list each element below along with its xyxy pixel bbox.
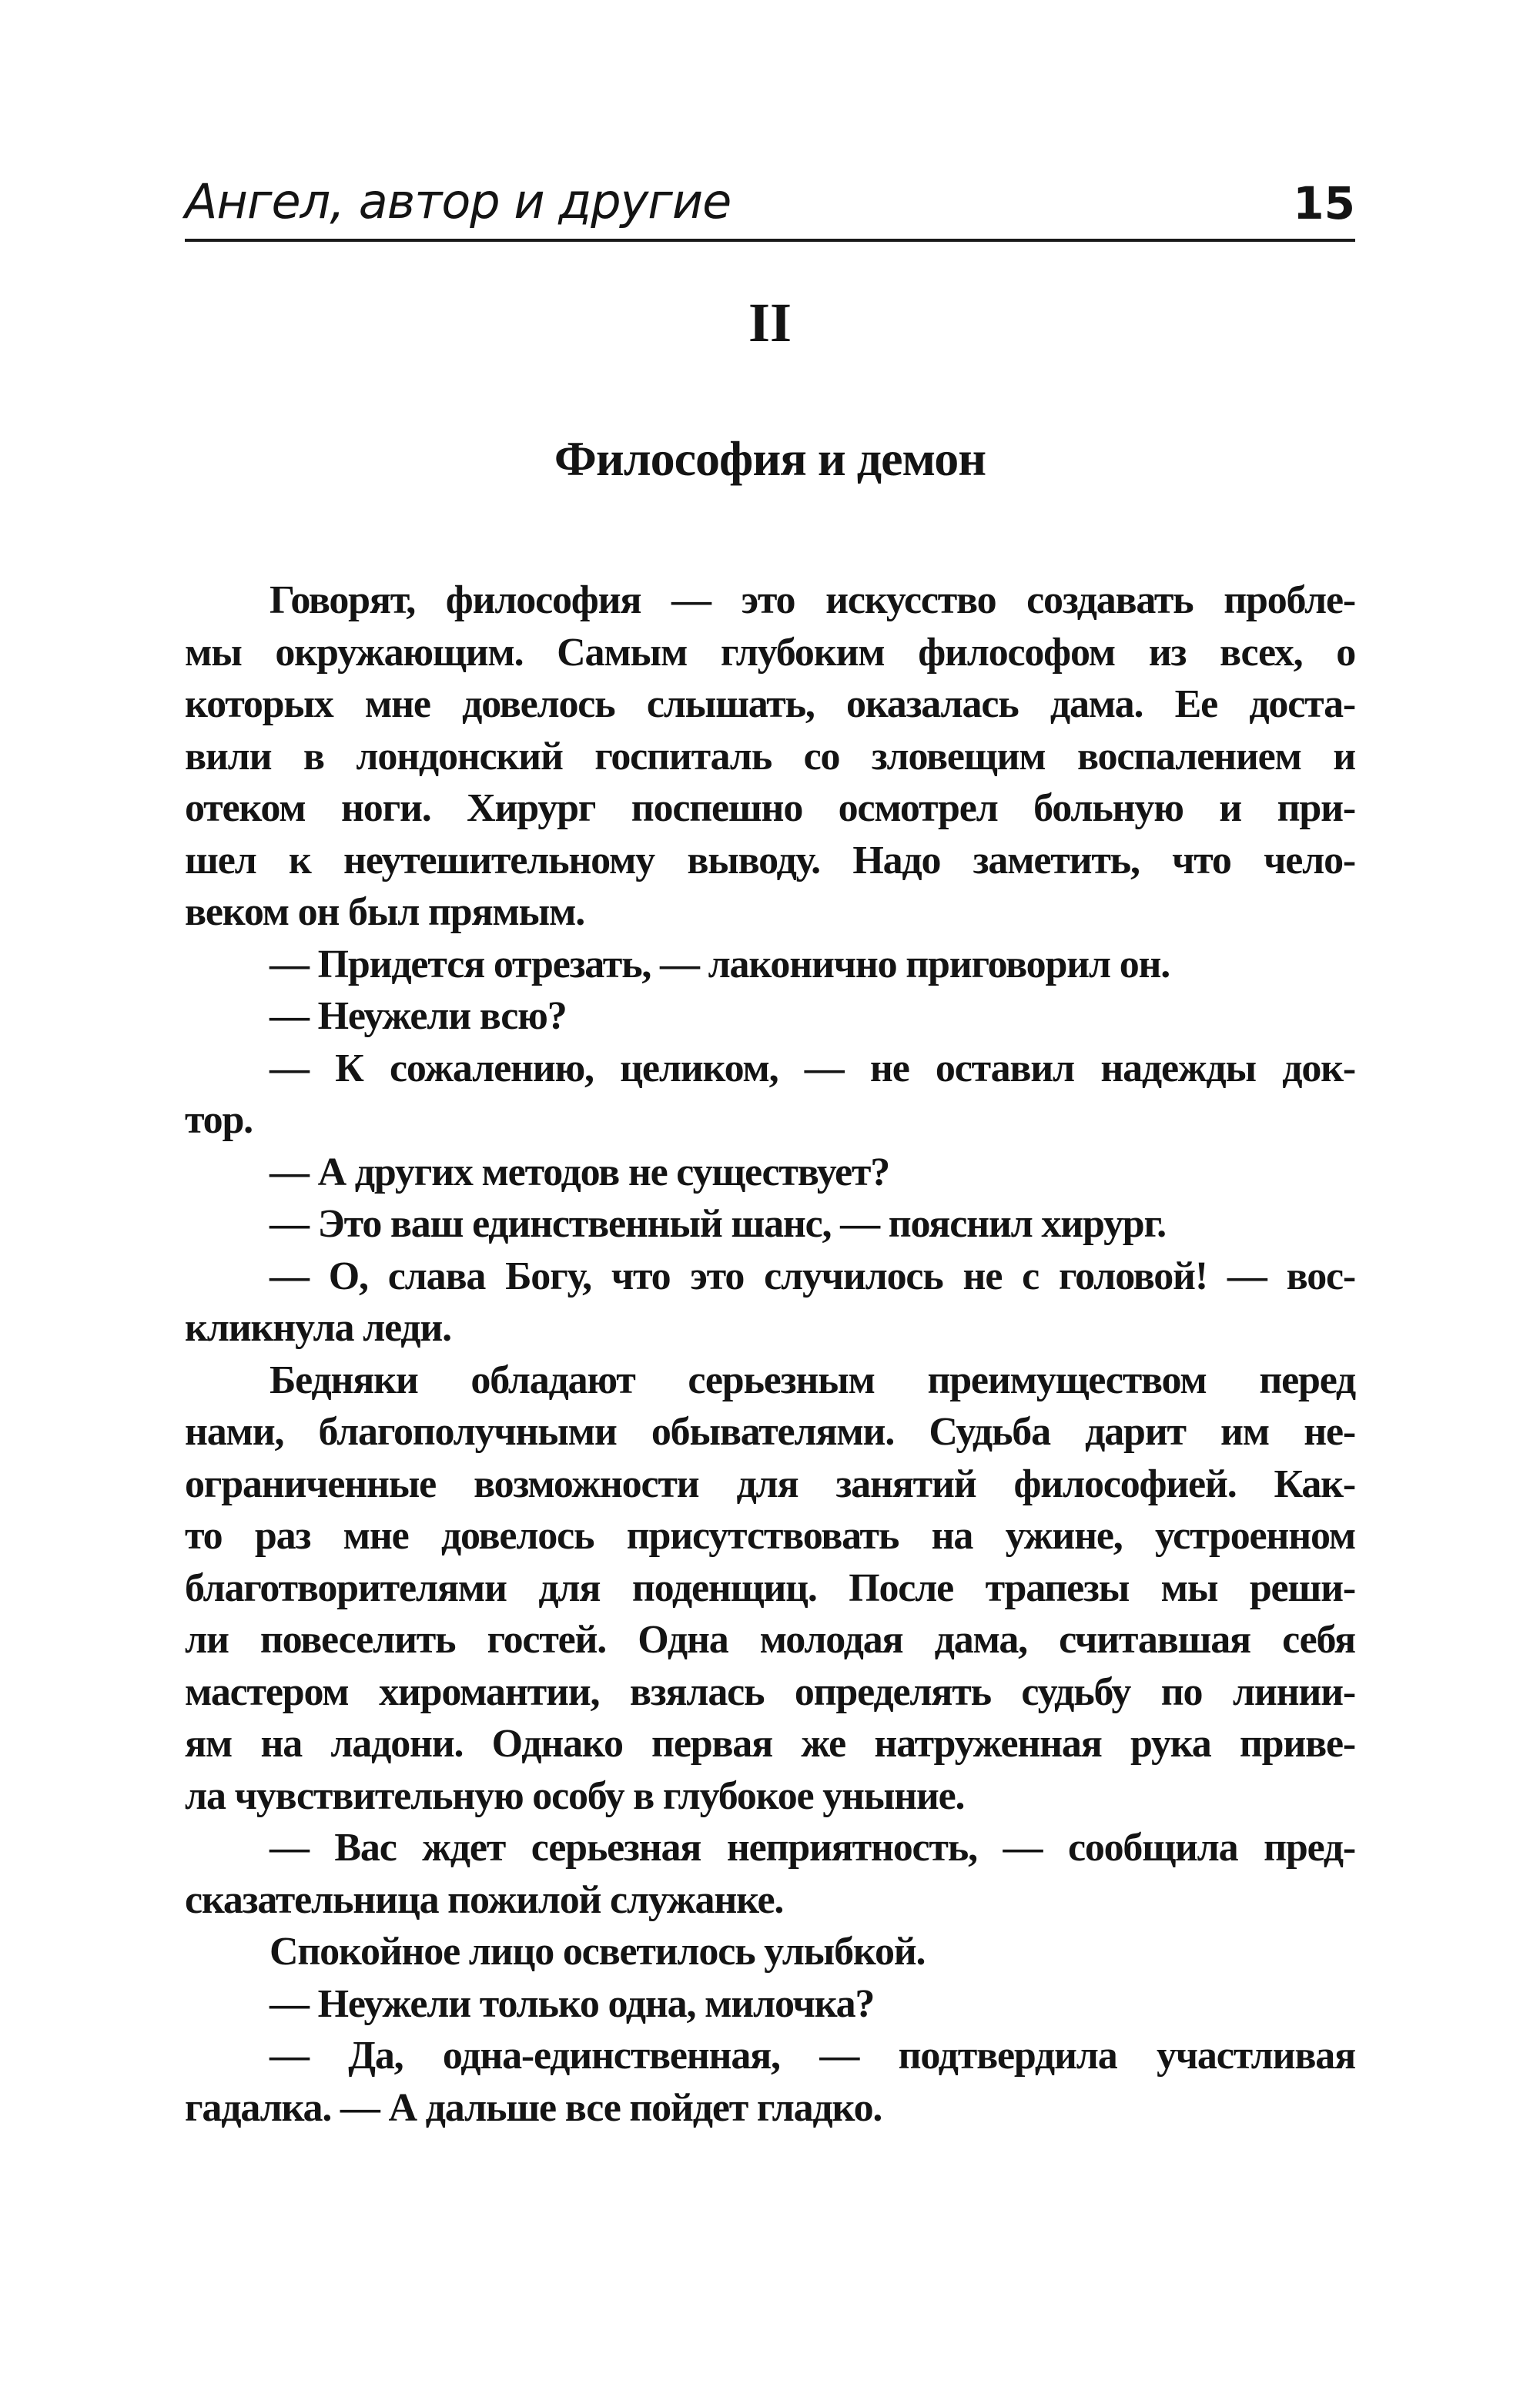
text-line: — Неужели всю? bbox=[270, 994, 567, 1038]
book-page bbox=[185, 162, 1355, 2134]
text-line: то раз мне довелось присутствовать на ужине, устроенном bbox=[185, 1514, 1355, 1558]
text-line: ли повеселить гостей. Одна молодая дама, считавшая себя bbox=[185, 1618, 1355, 1662]
text-line: Спокойное лицо осветилось улыбкой. bbox=[270, 1930, 926, 1974]
text-line: — К сожалению, целиком, — не оставил надежды док- bbox=[270, 1046, 1355, 1090]
text-line: гадалка. — А дальше все пойдет гладко. bbox=[185, 2085, 882, 2130]
text-line: — Неужели только одна, милочка? bbox=[270, 1981, 875, 2026]
text-line: благотворителями для поденщиц. После трапезы мы реши- bbox=[185, 1566, 1355, 1610]
text-line: — А других методов не существует? bbox=[270, 1150, 890, 1194]
text-line: — Вас ждет серьезная неприятность, — сообщила пред- bbox=[270, 1826, 1355, 1870]
text-line: мастером хиромантии, взялась определять судьбу по линии- bbox=[185, 1669, 1355, 1714]
page-number: 15 bbox=[1293, 177, 1355, 229]
text-line: которых мне довелось слышать, оказалась дама. Ее доста- bbox=[185, 682, 1355, 726]
chapter-title: Философия и демон bbox=[554, 431, 986, 486]
running-title: Ангел, автор и другие bbox=[185, 173, 732, 229]
text-line: сказательница пожилой служанке. bbox=[185, 1877, 784, 1922]
text-line: вили в лондонский госпиталь со зловещим воспалением и bbox=[185, 734, 1355, 779]
text-line: — Да, одна-единственная, — подтвердила участливая bbox=[270, 2034, 1355, 2078]
chapter-number: II bbox=[748, 292, 792, 353]
text-line: нами, благополучными обывателями. Судьба дарит им не- bbox=[185, 1410, 1355, 1454]
text-line: шел к неутешительному выводу. Надо заметить, что чело- bbox=[185, 838, 1355, 882]
text-line: ла чувствительную особу в глубокое уныние. bbox=[185, 1773, 965, 1818]
body-text bbox=[185, 574, 1355, 2134]
text-line: кликнула леди. bbox=[185, 1306, 451, 1350]
text-line: мы окружающим. Самым глубоким философом из всех, о bbox=[185, 630, 1355, 675]
text-line: Бедняки обладают серьезным преимуществом перед bbox=[270, 1358, 1355, 1402]
text-line: ограниченные возможности для занятий философией. Как- bbox=[185, 1462, 1355, 1506]
text-line: — Это ваш единственный шанс, — пояснил хирург. bbox=[270, 1202, 1166, 1246]
text-line: Говорят, философия — это искусство создавать пробле- bbox=[270, 578, 1355, 622]
text-line: — Придется отрезать, — лаконично приговорил он. bbox=[270, 942, 1170, 986]
text-line: — О, слава Богу, что это случилось не с головой! — вос- bbox=[270, 1254, 1355, 1298]
text-line: отеком ноги. Хирург поспешно осмотрел больную и при- bbox=[185, 786, 1355, 830]
text-line: ям на ладони. Однако первая же натруженная рука приве- bbox=[185, 1722, 1355, 1766]
text-line: веком он был прямым. bbox=[185, 890, 585, 934]
text-line: тор. bbox=[185, 1098, 253, 1142]
running-header bbox=[185, 162, 1355, 242]
